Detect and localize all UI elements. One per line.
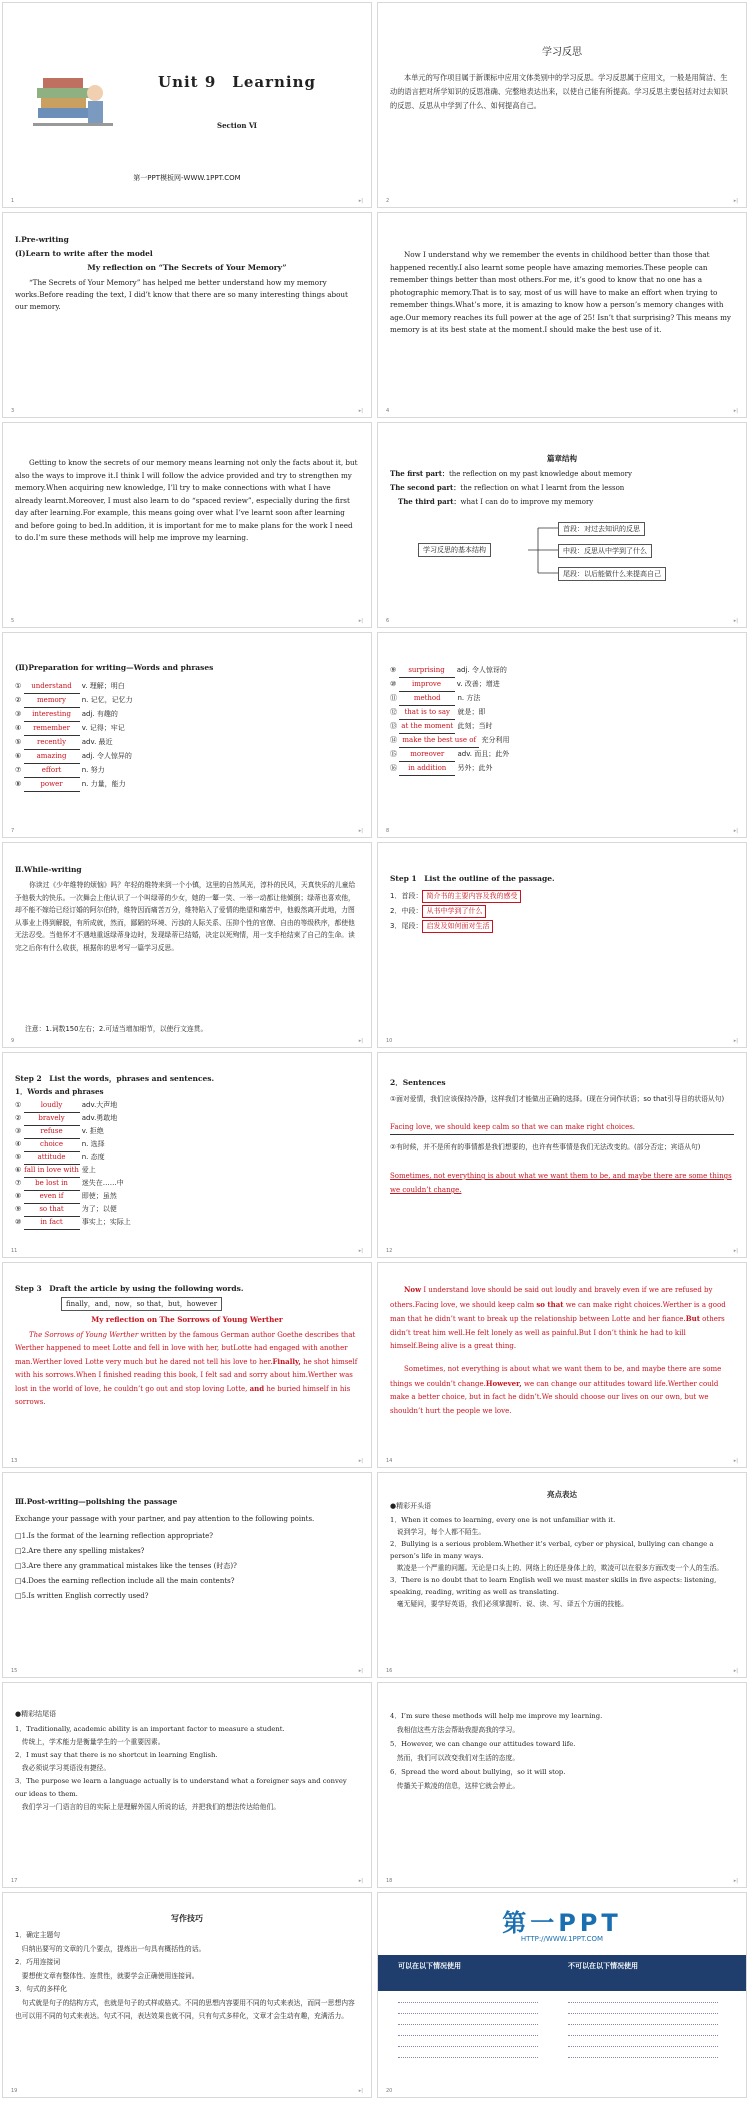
page-number: 8 [386,828,390,834]
structure-branch: 尾段：以后能做什么来提高自己 [558,567,666,581]
essay-title: My reflection on “The Secrets of Your Memory” [87,263,287,272]
list-item: ⑩ in fact 事实上；实际上 [15,1216,359,1229]
page-number: 4 [386,408,390,414]
list-item: ⑤ attitude n. 态度 [15,1151,359,1164]
slide-11[interactable] [2,1052,372,1258]
page-number: 1 [11,198,15,204]
page-number: 12 [386,1248,393,1254]
structure-branch: 首段：对过去知识的反思 [558,522,645,536]
footer-text: 第一PPT模板网-WWW.1PPT.COM [133,174,241,182]
vocab-list [15,679,359,791]
task-intro: Exchange your passage with your partner, and pay attention to the following points. [15,1515,315,1523]
nav-icon[interactable]: ▸| [733,1668,738,1674]
list-item: ⑧ power n. 力量，能力 [15,777,359,791]
link-column [568,1998,718,2078]
slide-body: 本单元的写作项目属于新课标中应用文体类别中的学习反思。学习反思属于应用文，一般是用简洁、生动的语言把对所学知识的反思准确、完整地表达出来，以使自己能有所提高。学习反思主要包括对过去知识的反思、反思从中学到了什么、如何提高自己。 [390,73,728,110]
expression-list [390,1514,734,1610]
banner-heading: 不可以在以下情况使用 [568,1962,638,1970]
list-item: 1．Traditionally, academic ability is an important factor to measure a student. [15,1725,285,1733]
page-number: 9 [11,1038,15,1044]
list-item: 4．I’m sure these methods will help me improve my learning. [390,1712,603,1720]
essay-title: My reflection on The Sorrows of Young Werther [91,1315,283,1324]
page-number: 3 [11,408,15,414]
tips-list [15,1929,359,2024]
expression-list [390,1709,734,1793]
slide-4[interactable] [377,212,747,418]
page-number: 11 [11,1248,18,1254]
page-number: 10 [386,1038,393,1044]
nav-icon[interactable]: ▸| [733,1248,738,1254]
list-item: 然而，我们可以改变我们对生活的态度。 [390,1754,520,1762]
task-description: 你读过《少年维特的烦恼》吗？年轻的维特来到一个小镇，这里的自然风光，淳朴的民风，天真快乐的儿童给予他极大的快乐。一次舞会上他认识了一个叫绿蒂的少女，她的一颦一笑、一举一动都让他倾倒；绿蒂也喜欢他，却不能不嫁给已经订婚的阿尔伯特，维特因而痛苦万分，维特陷入了爱情的绝望和痛苦中，他毅然离开此地，力图从事业上得到解脱，有所成就，然而，鄙陋的环境、污浊的人际关系、压抑个性的官僚、自由的等级秩序，都使他无法忍受。当他怀才不遇地重返绿蒂身边时，发现绿蒂已结婚，决定以死殉情，用一支手枪结束了自己的生命。读完之后你有什么收获，根据你的思考写一篇学习反思。 [15,881,356,952]
list-item: 3．尾段： 启发及如何面对生活 [390,919,734,934]
list-item: ① understand v. 理解；明白 [15,679,359,693]
unit-title: Unit 9 Learning [158,73,316,91]
list-item: 2．Bullying is a serious problem.Whether it’s verbal, cyber or physical, bullying can change a person’s life in many ways. [390,1540,714,1560]
section-heading: Ⅱ.While-writing [15,865,82,874]
slide-8[interactable] [377,632,747,838]
list-item: 2．I must say that there is no shortcut in learning English. [15,1751,218,1759]
part-list [390,467,734,509]
list-item: ⑥ amazing adj. 令人惊异的 [15,749,359,763]
logo-url[interactable]: HTTP://WWW.1PPT.COM [520,1935,604,1943]
list-item: ⑤ recently adv. 最近 [15,735,359,749]
list-item: ④ choice n. 选择 [15,1138,359,1151]
list-item: 归纳出要写的文章的几个要点，提炼出一句具有概括性的话。 [15,1944,206,1953]
checklist-item[interactable]: □4.Does the earning reflection include all the main contents? [15,1577,235,1585]
slide-9[interactable] [2,842,372,1048]
slide-6[interactable] [377,422,747,628]
vocab-list [15,1099,359,1229]
link-column [398,1998,538,2078]
list-item: 2．巧用连接词 [15,1958,61,1966]
section-heading: 2．Sentences [390,1078,446,1087]
list-item: ⑪ method n. 方法 [390,691,734,705]
nav-icon[interactable]: ▸| [733,1038,738,1044]
list-item: ⑦ effort n. 努力 [15,763,359,777]
nav-icon[interactable]: ▸| [733,828,738,834]
sub-heading: ●精彩开头语 [390,1502,432,1510]
nav-icon[interactable]: ▸| [358,2088,363,2094]
nav-icon[interactable]: ▸| [358,198,363,204]
slide-13[interactable] [2,1262,372,1468]
page-number: 16 [386,1668,393,1674]
list-item: 我相信这些方法会帮助我提高我的学习。 [390,1726,520,1734]
page-number: 14 [386,1458,393,1464]
page-number: 5 [11,618,15,624]
page-number: 6 [386,618,390,624]
list-item: ⑭ make the best use of 充分利用 [390,733,734,747]
slide-title: 亮点表达 [547,1490,577,1499]
slide-title: 学习反思 [542,47,582,58]
checklist-item[interactable]: □3.Are there any grammatical mistakes like the tenses (时态)? [15,1562,237,1570]
nav-icon[interactable]: ▸| [733,618,738,624]
page-number: 20 [386,2088,393,2094]
sentence-answer: Facing love, we should keep calm so that we can make right choices. [390,1121,734,1135]
essay-paragraph: Getting to know the secrets of our memory means learning not only the facts about it, but also the ways to improve it.I think I will follow the advice provided and try to strengthen my memory.When acquiring new knowledge, I’ll try to make connections with what I have already learnt.Moreover, I must also learn to do “spaced review”, especially during the first day after learning.For example, this means going over what I’ve learnt soon after learning and before going to bed.In addition, it is important for me to make plans for the work I need to do.I’m sure these methods will help me improve my learning. [15,458,358,542]
slide-18[interactable] [377,1682,747,1888]
list-item: ⑫ that is to say 就是；即 [390,705,734,719]
nav-icon[interactable]: ▸| [358,408,363,414]
list-item: ② bravely adv.勇敢地 [15,1112,359,1125]
list-item: 毫无疑问，要学好英语，我们必须掌握听、说、读、写、译五个方面的技能。 [390,1600,628,1608]
list-item: 句式就是句子的结构方式，也就是句子的式样或格式。不同的思想内容要用不同的句式来表达，而同一思想内容也可以用不同的句式来表达。句式不同，表达效果也就不同，只有句式多样化，文章才会生动有趣，充满活力。 [15,1998,355,2020]
list-item: ⑧ even if 即使；虽然 [15,1190,359,1203]
list-item: ⑦ be lost in 迷失在……中 [15,1177,359,1190]
section-heading: Step 3 Draft the article by using the following words. [15,1284,244,1293]
sentence-answer: Sometimes, not everything is about what we want them to be, and maybe there are some things we couldn’t change. [390,1172,732,1194]
list-item: 传统上，学术能力是衡量学生的一个重要因素。 [15,1738,165,1746]
section-heading: Step 1 List the outline of the passage. [390,874,555,883]
list-item: ⑨ so that 为了；以便 [15,1203,359,1216]
page-number: 17 [11,1878,18,1884]
section-heading: Step 2 List the words，phrases and sentences. [15,1074,215,1083]
list-item: 传播关于欺凌的信息，这样它就会停止。 [390,1782,520,1790]
slide-20[interactable] [377,1892,747,2098]
slide-2[interactable] [377,2,747,208]
slide-title: 篇章结构 [547,454,577,463]
slide-15[interactable] [2,1472,372,1678]
nav-icon[interactable]: ▸| [733,408,738,414]
vocab-list [390,663,734,775]
list-item: ⑮ moreover adv. 而且；此外 [390,747,734,761]
logo: 第一PPT [502,1909,622,1937]
slide-3[interactable] [2,212,372,418]
structure-branch: 中段：反思从中学到了什么 [558,544,652,558]
list-item: 我必须说学习英语没有捷径。 [15,1764,111,1772]
list-item: ② memory n. 记忆，记忆力 [15,693,359,707]
slide-5[interactable] [2,422,372,628]
slide-17[interactable] [2,1682,372,1888]
list-item: ⑨ surprising adj. 令人惊讶的 [390,663,734,677]
list-item: 6．Spread the word about bullying，so it will stop. [390,1768,566,1776]
sentence-prompt: ①面对爱情，我们应该保持冷静，这样我们才能做出正确的选择。(现在分词作状语；so that引导目的状语从句) [390,1095,725,1103]
list-item: 1．首段： 简介书的主要内容及我的感受 [390,889,734,904]
slide-1[interactable] [2,2,372,208]
list-item: 1．确定主题句 [15,1931,61,1939]
list-item: 1．When it comes to learning, every one is not unfamiliar with it. [390,1516,616,1524]
nav-icon[interactable]: ▸| [733,198,738,204]
nav-icon[interactable]: ▸| [358,1248,363,1254]
word-box: finally，and，now，so that，but，however [61,1297,222,1311]
list-item: 3．There is no doubt that to learn English well we must master skills in five aspects: listening, speaking, reading, writing as well as translating. [390,1576,717,1596]
structure-center: 学习反思的基本结构 [418,543,491,557]
part-item: The first part：the reflection on my past knowledge about memory [390,469,632,478]
checklist-item[interactable]: □1.Is the format of the learning reflection appropriate? [15,1532,214,1540]
slide-10[interactable] [377,842,747,1048]
slide-7[interactable] [2,632,372,838]
slide-16[interactable] [377,1472,747,1678]
sub-heading: 1．Words and phrases [15,1087,104,1096]
essay-paragraph: Sometimes, not everything is about what we want them to be, and maybe there are some things we couldn’t change.However, we can change our attitudes toward life.Werther could make a better choice, but in fact he didn’t.We should choose our lives on our own, but we shouldn’t hurt the people we love. [390,1365,722,1415]
checklist-item[interactable]: □2.Are there any spelling mistakes? [15,1547,145,1555]
nav-icon[interactable]: ▸| [358,828,363,834]
nav-icon[interactable]: ▸| [358,618,363,624]
essay-paragraph: The Sorrows of Young Werther written by the famous German author Goethe describes that Werther happened to meet Lotte and fell in love with her, butLotte had engaged with another man.Werther loved Lotte very much but he dared not tell his love to her.Finally, he shot himself with his sorrows.When I finished reading this book, I felt sad and sorry about him.Werther was lost in the world of love, he couldn’t go out and stop loving Lotte, and he buried himself in his sorrows. [15,1331,358,1406]
nav-icon[interactable]: ▸| [358,1038,363,1044]
essay-paragraph: Now I understand why we remember the events in childhood better than those that happened recently.I also learnt some people have amazing memories.These people can remember things better than most others.For me, it’s good to know that no one has a photographic memory.That is to say, most of us will have to make an effort when trying to remember things.What’s more, it is amazing to know how a person’s memory changes with age.Our memory reaches its full power at the age of 25! Isn’t that surprising? This means my memory is at its best state at the moment.I should make the best use of it. [390,250,731,334]
list-item: 欺凌是一个严重的问题。无论是口头上的、网络上的还是身体上的，欺凌可以在很多方面改变一个人的生活。 [390,1564,724,1572]
task-note: 注意：1.词数150左右；2.可适当增加细节，以使行文连贯。 [25,1025,208,1033]
sub-heading: (Ⅰ)Learn to write after the model [15,249,153,258]
checklist-item[interactable]: □5.Is written English correctly used? [15,1592,149,1600]
books-illustration [33,63,113,138]
expression-list [15,1723,359,1814]
nav-icon[interactable]: ▸| [733,1878,738,1884]
nav-icon[interactable]: ▸| [358,1668,363,1674]
nav-icon[interactable]: ▸| [733,1458,738,1464]
list-item: ⑬ at the moment 此刻；当时 [390,719,734,733]
list-item: 说到学习，每个人都不陌生。 [390,1528,486,1536]
essay-paragraph: “The Secrets of Your Memory” has helped me better understand how my memory works.Before reading the text, I did’t know that there are so many interesting things about our memory. [15,278,348,311]
list-item: 3．句式的多样化 [15,1985,67,1993]
section-label: Section Ⅵ [217,121,257,130]
sub-heading: ●精彩结尾语 [15,1710,57,1718]
list-item: ① loudly adv.大声地 [15,1099,359,1112]
list-item: 3．The purpose we learn a language actually is to understand what a foreigner says and convey our ideas to them. [15,1777,347,1798]
page-number: 18 [386,1878,393,1884]
slide-12[interactable] [377,1052,747,1258]
info-banner [378,1955,746,1991]
list-item: ④ remember v. 记得；牢记 [15,721,359,735]
list-item: ⑥ fall in love with 爱上 [15,1164,359,1177]
list-item: 我们学习一门语言的目的实际上是理解外国人所说的话，并把我们的想法传达给他们。 [15,1803,281,1811]
part-item: The third part：what I can do to improve my memory [398,497,594,506]
slide-14[interactable] [377,1262,747,1468]
list-item: 2．中段： 从书中学到了什么 [390,904,734,919]
banner-heading: 可以在以下情况使用 [398,1962,461,1970]
page-number: 15 [11,1668,18,1674]
nav-icon[interactable]: ▸| [358,1878,363,1884]
list-item: 5．However, we can change our attitudes toward life. [390,1740,576,1748]
section-heading: Ⅲ.Post-writing—polishing the passage [15,1497,178,1506]
page-number: 19 [11,2088,18,2094]
section-heading: (Ⅱ)Preparation for writing—Words and phrases [15,663,214,672]
list-item: ⑯ in addition 另外；此外 [390,761,734,775]
sentence-prompt: ②有时候，并不是所有的事情都是我们想要的，也许有些事情是我们无法改变的。(部分否定；宾语从句) [390,1143,701,1151]
slide-title: 写作技巧 [171,1914,203,1923]
page-number: 7 [11,828,15,834]
essay-paragraph: Now I understand love should be said out loudly and bravely even if we are refused by others.Facing love, we should keep calm so that we can make right choices.Werther is a good man that he didn’t want to break up the relationship between Lotte and her fiance.But others didn’t treat him well.He felt lonely as well as painful.But I don’t think he had to kill himself.Being alive is a great thing. [390,1285,726,1350]
list-item: ③ interesting adj. 有趣的 [15,707,359,721]
page-number: 13 [11,1458,18,1464]
list-item: ⑩ improve v. 改善；增进 [390,677,734,691]
page-number: 2 [386,198,390,204]
logo-area [378,1893,746,1953]
nav-icon[interactable]: ▸| [358,1458,363,1464]
list-item: ③ refuse v. 拒绝 [15,1125,359,1138]
part-item: The second part：the reflection on what I learnt from the lesson [390,483,625,492]
checklist [15,1529,359,1604]
list-item: 要想使文章有整体性、连贯性，就要学会正确使用连接词。 [15,1971,199,1980]
slide-19[interactable] [2,1892,372,2098]
outline-list [390,889,734,934]
section-heading: Ⅰ.Pre-writing [15,235,69,244]
